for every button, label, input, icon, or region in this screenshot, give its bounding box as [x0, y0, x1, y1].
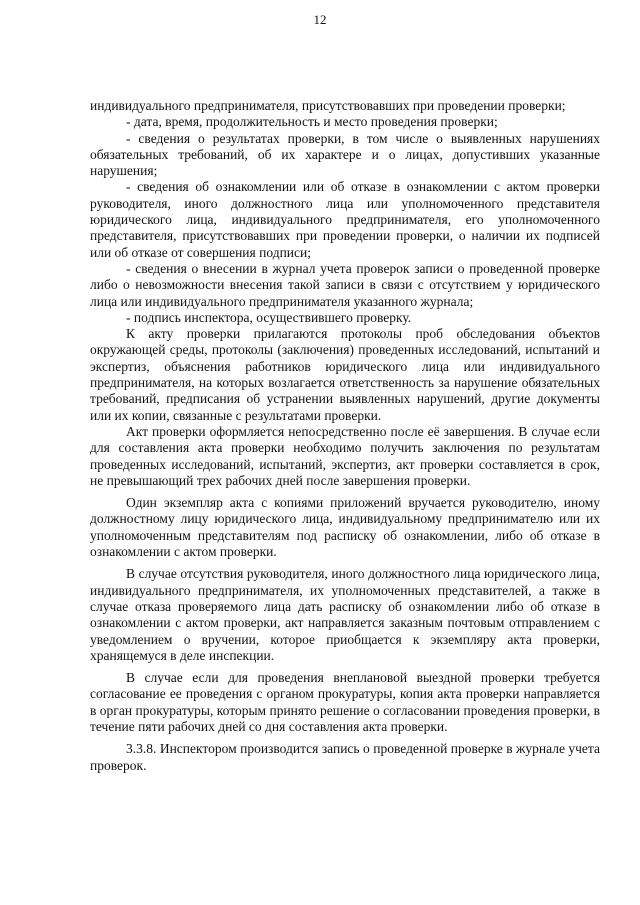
list-item-inspector-signature: - подпись инспектора, осуществившего проверку. — [126, 309, 412, 325]
paragraph-act-delivery: Один экземпляр акта с копиями приложений вручается руководителю, иному должностному лицу юридического лица, индивидуальному предпринимателю или их уполномоченным представителям под расписку об ознакомлении, либо об отказе в ознакомлении с актом проверки. — [90, 495, 600, 560]
list-item-acquaintance-info: - сведения об ознакомлении или об отказе в ознакомлении с актом проверки руководителя, иного должностного лица или уполномоченного представителя юридического лица, индивидуального предпринимателя, его уполномоченного представителя, присутствовавших при проведении проверки, о наличии их подписей или об отказе от совершения подписи; — [90, 179, 600, 260]
paragraph-act-mailing: В случае отсутствия руководителя, иного должностного лица юридического лица, индивидуального предпринимателя, их уполномоченных представителей, а также в случае отказа проверяемого лица дать расписку об ознакомлении либо об отказе в ознакомлении с актом проверки, акт направляется заказным почтовым отправлением с уведомлением о вручении, которое приобщается к экземпляру акта проверки, хранящемуся в деле инспекции. — [90, 566, 600, 663]
paragraph-continuation: индивидуального предпринимателя, присутствовавших при проведении проверки; — [90, 98, 566, 113]
paragraph-prosecutor-copy: В случае если для проведения внеплановой выездной проверки требуется согласование ее проведения с органом прокуратуры, копия акта проверки направляется в орган прокуратуры, которым принято решение о согласовании проведения проверки, в течение пяти рабочих дней со дня составления акта проверки. — [90, 670, 600, 734]
list-item-date-time-place: - дата, время, продолжительность и место проведения проверки; — [126, 114, 498, 130]
document-body — [90, 98, 600, 774]
list-item-inspection-results: - сведения о результатах проверки, в том числе о выявленных нарушениях обязательных требований, об их характере и о лицах, допустивших указанные нарушения; — [90, 130, 600, 179]
paragraph-3-3-8: 3.3.8. Инспектором производится запись о проведенной проверке в журнале учета проверок. — [90, 741, 600, 773]
paragraph-attachments: К акту проверки прилагаются протоколы проб обследования объектов окружающей среды, протоколы (заключения) проведенных исследований, испытаний и экспертиз, объяснения работников юридического лица или индивидуального предпринимателя, на которых возлагается ответственность за нарушение обязательных требований, предписания об устранении выявленных нарушений, другие документы или их копии, связанные с результатами проверки. — [90, 326, 600, 423]
list-item-journal-entry: - сведения о внесении в журнал учета проверок записи о проведенной проверке либо о невозможности внесения такой записи в связи с отсутствием у юридического лица или индивидуального предпринимателя указанного журнала; — [90, 260, 600, 309]
page-number: 12 — [313, 12, 327, 27]
paragraph-act-preparation: Акт проверки оформляется непосредственно после её завершения. В случае если для составления акта проверки необходимо получить заключения по результатам проведенных исследований, испытаний, экспертиз, акт проверки составляется в срок, не превышающий трех рабочих дней после завершения проверки. — [90, 423, 600, 488]
